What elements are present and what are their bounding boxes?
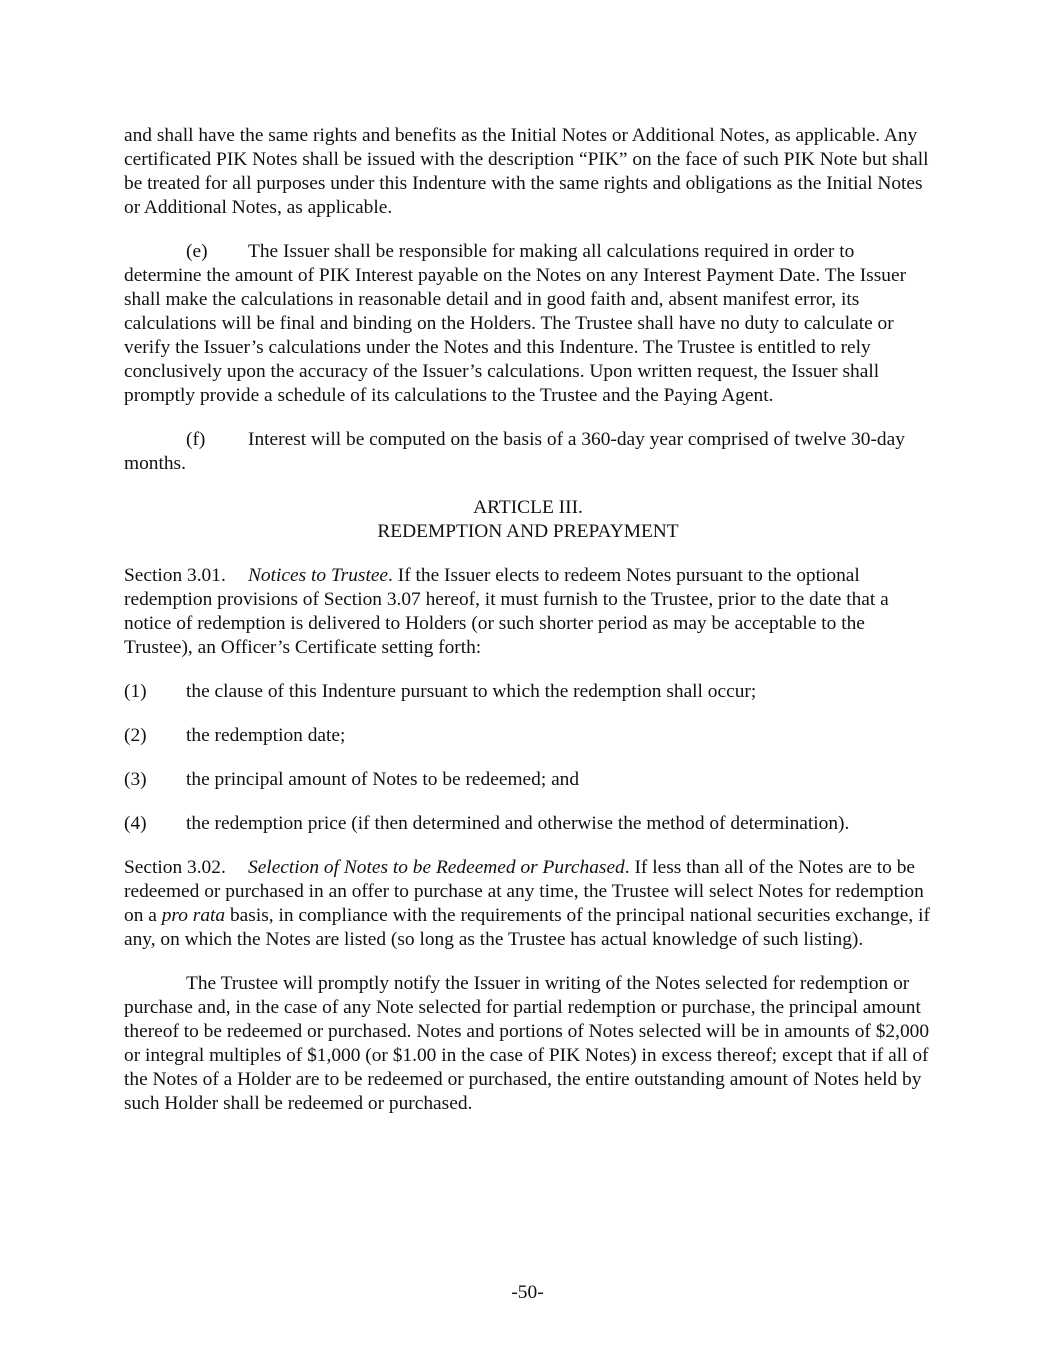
section-3-02-italic-term: pro rata — [161, 905, 226, 926]
paragraph-f-text: Interest will be computed on the basis of a 360-day year comprised of twelve 30-day months. — [124, 429, 905, 474]
page-number: -50- — [511, 1282, 544, 1303]
section-3-02-text-before: If less than all of the Notes are to be redeemed or purchased in an offer to purchase at any time, the Trustee will select Notes for redemption on a — [124, 857, 924, 926]
section-3-01: Section 3.01. Notices to Trustee. If the Issuer elects to redeem Notes pursuant to the optional redemption provisions of Section 3.07 hereof, it must furnish to the Trustee, prior to the date that a notice of redemption is delivered to Holders (or such shorter period as may be acceptable to the Trustee), an Officer’s Certificate setting forth: — [124, 565, 889, 658]
list-item — [124, 812, 932, 836]
list-item-text: the redemption price (if then determined and otherwise the method of determination). — [186, 813, 850, 834]
paragraph-e-text: The Issuer shall be responsible for making all calculations required in order to determine the amount of PIK Interest payable on the Notes on any Interest Payment Date. The Issuer shall make the calculations in reasonable detail and in good faith and, absent manifest error, its calculations will be final and binding on the Holders. The Trustee shall have no duty to calculate or verify the Issuer’s calculations under the Notes and this Indenture. The Trustee is entitled to rely conclusively upon the accuracy of the Issuer’s calculations. Upon written request, the Issuer shall promptly provide a schedule of its calculations to the Trustee and the Paying Agent. — [124, 241, 907, 406]
paragraph-trustee-notify: The Trustee will promptly notify the Issuer in writing of the Notes selected for redemption or purchase and, in the case of any Note selected for partial redemption or purchase, the principal amount thereof to be redeemed or purchased. Notes and portions of Notes selected will be in amounts of $2,000 or integral multiples of $1,000 (or $1.00 in the case of PIK Notes) in excess thereof; except that if all of the Notes of a Holder are to be redeemed or purchased, the entire outstanding amount of Notes held by such Holder shall be redeemed or purchased. — [124, 973, 930, 1114]
list-item — [124, 680, 932, 704]
section-3-02-text-after: basis, in compliance with the requirements of the principal national securities exchange, if any, on which the Notes are listed (so long as the Trustee has actual knowledge of such listing). — [124, 905, 930, 950]
section-3-01-title: Notices to Trustee — [248, 565, 389, 586]
paragraph-f-label: (f) — [186, 429, 206, 450]
article-title: REDEMPTION AND PREPAYMENT — [377, 521, 679, 542]
list-item-number: (4) — [124, 813, 147, 834]
paragraph-e-label: (e) — [186, 241, 208, 262]
list-item-text: the redemption date; — [186, 725, 346, 746]
paragraph-e — [124, 240, 932, 408]
section-3-01-text: If the Issuer elects to redeem Notes pursuant to the optional redemption provisions of Section 3.07 hereof, it must furnish to the Trustee, prior to the date that a notice of redemption is delivered to Holders (or such shorter period as may be acceptable to the Trustee), an Officer’s Certificate setting forth: — [124, 565, 889, 658]
list-item — [124, 724, 932, 748]
section-3-02: Section 3.02. Selection of Notes to be Redeemed or Purchased. If less than all of the Notes are to be redeemed or purchased in an offer to purchase at any time, the Trustee will select Notes for redemption on a pro rata basis, in compliance with the requirements of the principal national securities exchange, if any, on which the Notes are listed (so long as the Trustee has actual knowledge of such listing). — [124, 857, 930, 950]
paragraph-continuation: and shall have the same rights and benefits as the Initial Notes or Additional Notes, as applicable. Any certificated PIK Notes shall be issued with the description “PIK” on the face of such PIK Note but shall be treated for all purposes under this Indenture with the same rights and obligations as the Initial Notes or Additional Notes, as applicable. — [124, 125, 929, 218]
paragraph-f — [124, 428, 932, 476]
section-3-02-number: Section 3.02. — [124, 857, 226, 878]
document-page — [124, 124, 932, 1136]
article-number: ARTICLE III. — [473, 497, 583, 518]
list-item-number: (1) — [124, 681, 147, 702]
section-3-01-number: Section 3.01. — [124, 565, 226, 586]
list-item-number: (3) — [124, 769, 147, 790]
article-heading — [124, 496, 932, 544]
list-item — [124, 768, 932, 792]
list-item-text: the clause of this Indenture pursuant to which the redemption shall occur; — [186, 681, 757, 702]
section-3-02-title: Selection of Notes to be Redeemed or Purchased — [248, 857, 625, 878]
list-item-text: the principal amount of Notes to be redeemed; and — [186, 769, 580, 790]
list-item-number: (2) — [124, 725, 147, 746]
